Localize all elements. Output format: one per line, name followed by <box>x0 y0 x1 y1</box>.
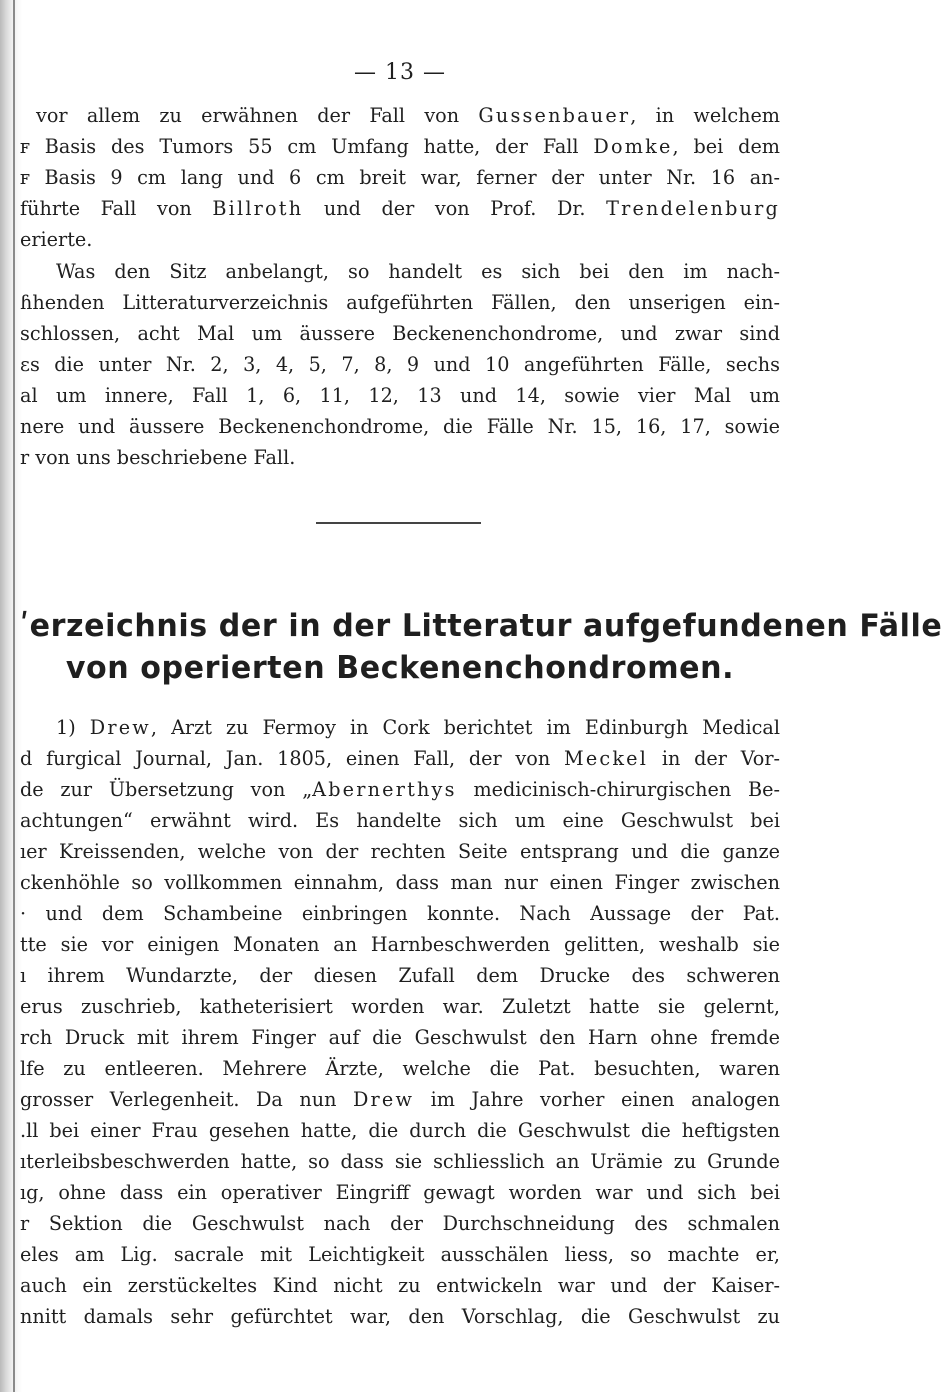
text-line: ꜰ Basis 9 cm lang und 6 cm breit war, ferner der unter Nr. 16 an- <box>20 166 780 189</box>
section-heading: von operierten Beckenenchondromen. <box>65 650 735 686</box>
text-line: ı ihrem Wundarzte, der diesen Zufall dem Drucke des schweren <box>20 964 780 987</box>
text-line: erus zuschrieb, katheterisiert worden war. Zuletzt hatte sie gelernt, <box>20 995 780 1018</box>
author-name: Meckel <box>563 747 649 770</box>
text-line: Was den Sitz anbelangt, so handelt es sich bei den im nach- <box>56 260 780 283</box>
text-line: .ll bei einer Frau gesehen hatte, die durch die Geschwulst die heftigsten <box>20 1119 780 1142</box>
text-line: ıg, ohne dass ein operativer Eingriff gewagt worden war und sich bei <box>20 1181 780 1204</box>
text-line: ꜰ Basis des Tumors 55 cm Umfang hatte, der Fall Domke, bei dem <box>20 135 780 158</box>
text-line: grosser Verlegenheit. Da nun Drew im Jahre vorher einen analogen <box>20 1088 780 1111</box>
text-line: r Sektion die Geschwulst nach der Durchschneidung des schmalen <box>20 1212 780 1235</box>
text-line: 1) Drew, Arzt zu Fermoy in Cork berichtet im Edinburgh Medical <box>56 716 780 739</box>
author-name: Gussenbauer <box>478 104 631 127</box>
text-line: vor allem zu erwähnen der Fall von Gussenbauer, in welchem <box>36 104 780 127</box>
text-line: · und dem Schambeine einbringen konnte. Nach Aussage der Pat. <box>20 902 780 925</box>
author-name: Drew <box>352 1088 415 1111</box>
text-line: eles am Lig. sacrale mit Leichtigkeit ausschälen liess, so machte er, <box>20 1243 780 1266</box>
section-heading: ʹerzeichnis der in der Litteratur aufgefundenen Fälle <box>20 608 942 644</box>
page-gutter-shadow <box>0 0 22 1392</box>
text-line: ckenhöhle so vollkommen einnahm, dass man nur einen Finger zwischen <box>20 871 780 894</box>
text-line: ıterleibsbeschwerden hatte, so dass sie schliesslich an Urämie zu Grunde <box>20 1150 780 1173</box>
text-line: ɦhenden Litteraturverzeichnis aufgeführten Fällen, den unserigen ein- <box>20 291 780 314</box>
section-divider <box>316 522 481 524</box>
text-line: nnitt damals sehr gefürchtet war, den Vorschlag, die Geschwulst zu <box>20 1305 780 1328</box>
text-line: auch ein zerstückeltes Kind nicht zu entwickeln war und der Kaiser- <box>20 1274 780 1297</box>
author-name: Abernerthys <box>312 778 457 801</box>
text-line: lfe zu entleeren. Mehrere Ärzte, welche die Pat. besuchten, waren <box>20 1057 780 1080</box>
text-line: schlossen, acht Mal um äussere Beckenenchondrome, und zwar sind <box>20 322 780 345</box>
text-line: ıer Kreissenden, welche von der rechten Seite entsprang und die ganze <box>20 840 780 863</box>
text-line: rch Druck mit ihrem Finger auf die Geschwulst den Harn ohne fremde <box>20 1026 780 1049</box>
binding-edge-line <box>13 0 15 1392</box>
text-line: r von uns beschriebene Fall. <box>20 446 296 469</box>
text-line: d furgical Journal, Jan. 1805, einen Fall, der von Meckel in der Vor- <box>20 747 780 770</box>
page-number: — 13 — <box>354 60 446 85</box>
text-line: erierte. <box>20 228 93 251</box>
text-line: achtungen“ erwähnt wird. Es handelte sich um eine Geschwulst bei <box>20 809 780 832</box>
author-name: Trendelenburg <box>606 197 780 220</box>
text-line: ɛs die unter Nr. 2, 3, 4, 5, 7, 8, 9 und 10 angeführten Fälle, sechs <box>20 353 780 376</box>
author-name: Domke <box>593 135 673 158</box>
author-name: Billroth <box>212 197 304 220</box>
text-line: de zur Übersetzung von „Abernerthys medicinisch-chirurgischen Be- <box>20 778 780 801</box>
text-line: al um innere, Fall 1, 6, 11, 12, 13 und 14, sowie vier Mal um <box>20 384 780 407</box>
author-name: Drew <box>89 716 151 739</box>
text-line: nere und äussere Beckenenchondrome, die Fälle Nr. 15, 16, 17, sowie <box>20 415 780 438</box>
text-line: tte sie vor einigen Monaten an Harnbeschwerden gelitten, weshalb sie <box>20 933 780 956</box>
text-line: führte Fall von Billroth und der von Prof. Dr. Trendelenburg <box>20 197 780 220</box>
